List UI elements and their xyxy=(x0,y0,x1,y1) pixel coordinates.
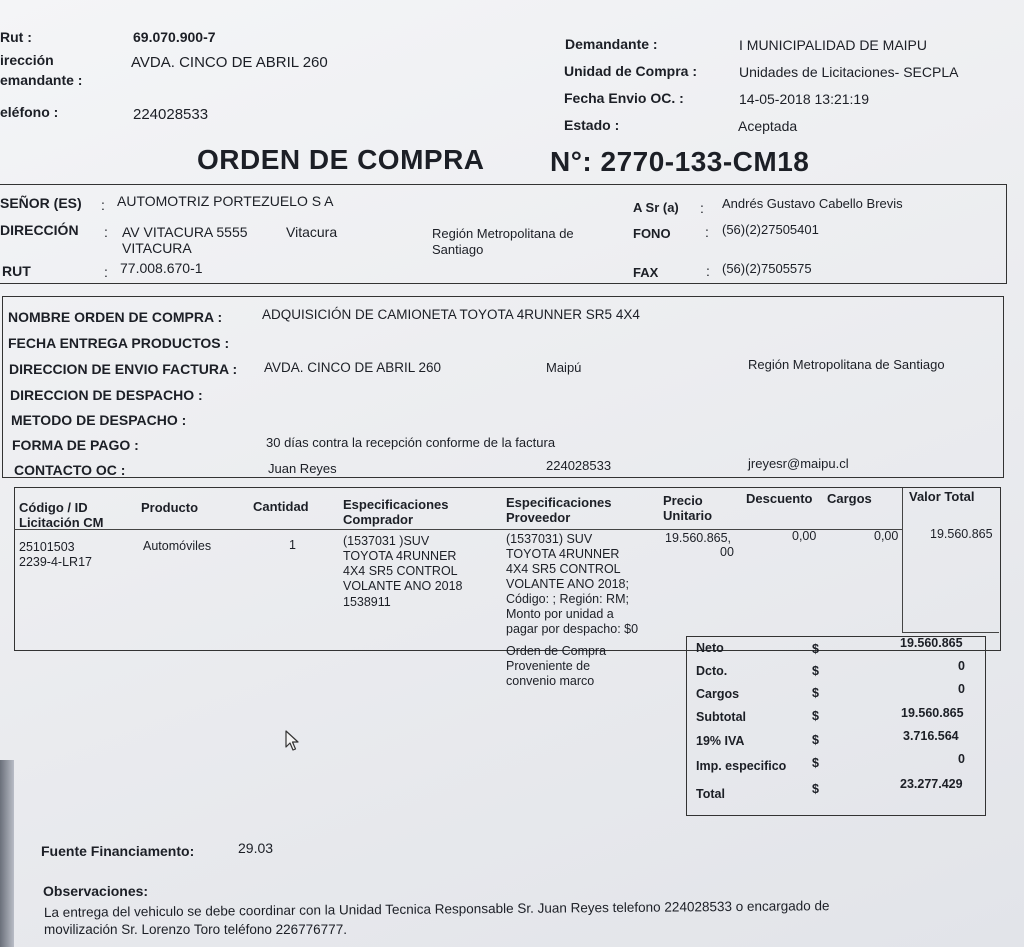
total-label-subtotal: Subtotal xyxy=(696,710,746,724)
valor-total-divider xyxy=(902,488,903,632)
row-esp-comprador-2: 4X4 SR5 CONTROL xyxy=(343,564,458,578)
total-currency-subtotal: $ xyxy=(812,709,819,723)
telefono-label: eléfono : xyxy=(0,104,59,120)
dir-despacho-label: DIRECCION DE DESPACHO : xyxy=(10,387,203,403)
document-title: ORDEN DE COMPRA xyxy=(197,144,485,175)
senor-colon: : xyxy=(101,197,105,213)
th-esp-comprador-1: Especificaciones xyxy=(343,497,449,512)
th-codigo-1: Código / ID xyxy=(19,500,88,515)
contacto-label: CONTACTO OC : xyxy=(14,462,126,478)
row-esp-comprador-4: 1538911 xyxy=(343,595,391,609)
dir-factura-comuna: Maipú xyxy=(546,360,582,375)
telefono-value: 224028533 xyxy=(133,106,209,123)
demandante-value: I MUNICIPALIDAD DE MAIPU xyxy=(739,37,927,53)
total-label-imp-especifico: Imp. especifico xyxy=(696,759,787,773)
senor-value: AUTOMOTRIZ PORTEZUELO S A xyxy=(117,193,334,209)
asr-label: A Sr (a) xyxy=(633,200,679,215)
total-currency-total: $ xyxy=(812,782,819,796)
th-cantidad: Cantidad xyxy=(253,499,309,514)
observaciones-label: Observaciones: xyxy=(43,883,149,899)
row-esp-proveedor-3: VOLANTE ANO 2018; xyxy=(506,577,629,591)
order-number: N°: 2770-133-CM18 xyxy=(550,146,810,177)
th-precio-2: Unitario xyxy=(663,508,713,523)
fono-colon: : xyxy=(705,224,709,240)
nombre-oc-label: NOMBRE ORDEN DE COMPRA : xyxy=(8,309,223,325)
contacto-phone: 224028533 xyxy=(546,458,612,473)
fono-label: FONO xyxy=(633,226,671,241)
total-value-imp-especifico: 0 xyxy=(958,752,965,766)
convenio-note-0: Orden de Compra xyxy=(506,644,607,658)
direccion-label-cont: emandante : xyxy=(0,72,83,88)
dir-factura-region: Región Metropolitana de Santiago xyxy=(748,357,945,372)
row-esp-proveedor-6: pagar por despacho: $0 xyxy=(506,622,639,636)
senor-label: SEÑOR (ES) xyxy=(0,195,82,211)
total-label-cargos: Cargos xyxy=(696,687,740,701)
th-cargos: Cargos xyxy=(827,491,872,506)
fuente-label: Fuente Financiamento: xyxy=(41,843,195,859)
forma-pago-label: FORMA DE PAGO : xyxy=(12,437,139,453)
fono-value: (56)(2)27505401 xyxy=(722,222,819,237)
total-currency-neto: $ xyxy=(812,642,819,656)
total-label-iva: 19% IVA xyxy=(696,734,745,748)
direccion-value: AVDA. CINCO DE ABRIL 260 xyxy=(131,54,328,71)
dir-factura-label: DIRECCION DE ENVIO FACTURA : xyxy=(9,361,238,377)
metodo-despacho-label: METODO DE DESPACHO : xyxy=(11,412,187,428)
fax-colon: : xyxy=(706,263,710,279)
total-currency-imp-especifico: $ xyxy=(812,756,819,770)
supplier-direccion-line2: VITACURA xyxy=(122,240,192,256)
th-precio-1: Precio xyxy=(663,493,703,508)
total-value-dcto: 0 xyxy=(958,659,965,673)
supplier-region-1: Región Metropolitana de xyxy=(432,226,574,241)
supplier-direccion-line1: AV VITACURA 5555 xyxy=(122,224,248,240)
row-esp-proveedor-2: 4X4 SR5 CONTROL xyxy=(506,562,621,576)
th-esp-proveedor-2: Proveedor xyxy=(506,510,571,525)
row-esp-comprador-0: (1537031 )SUV xyxy=(343,534,430,548)
th-esp-proveedor-1: Especificaciones xyxy=(506,495,612,510)
row-precio-2: 00 xyxy=(720,545,734,559)
supplier-rut-colon: : xyxy=(104,264,108,280)
direccion-label: irección xyxy=(0,52,54,68)
observaciones-line-1: La entrega del vehiculo se debe coordinar con la Unidad Tecnica Responsable Sr. Juan Reyes telefono 224028533 o encargado de xyxy=(43,898,830,920)
th-codigo-2: Licitación CM xyxy=(19,515,104,530)
total-value-subtotal: 19.560.865 xyxy=(901,706,964,720)
items-header-divider xyxy=(14,529,902,530)
mouse-pointer-icon xyxy=(285,730,301,757)
total-value-neto: 19.560.865 xyxy=(900,636,963,650)
monitor-bezel xyxy=(0,760,14,947)
row-esp-proveedor-5: Monto por unidad a xyxy=(506,607,614,621)
asr-value: Andrés Gustavo Cabello Brevis xyxy=(722,196,903,211)
supplier-rut-value: 77.008.670-1 xyxy=(120,260,203,276)
observaciones-line-2: movilización Sr. Lorenzo Toro teléfono 226776777. xyxy=(44,922,347,937)
row-esp-proveedor-1: TOYOTA 4RUNNER xyxy=(506,547,620,561)
total-label-total: Total xyxy=(696,787,725,801)
row-esp-comprador-3: VOLANTE ANO 2018 xyxy=(343,579,463,593)
contacto-email: jreyesr@maipu.cl xyxy=(748,456,849,471)
row-codigo-1: 25101503 xyxy=(19,540,75,554)
contacto-name: Juan Reyes xyxy=(268,461,337,476)
row-esp-proveedor-4: Código: ; Región: RM; xyxy=(506,592,629,606)
row-esp-comprador-1: TOYOTA 4RUNNER xyxy=(343,549,457,563)
asr-colon: : xyxy=(700,200,704,216)
nombre-oc-value: ADQUISICIÓN DE CAMIONETA TOYOTA 4RUNNER SR5 4X4 xyxy=(262,307,640,322)
row-precio-1: 19.560.865, xyxy=(665,531,732,545)
unidad-label: Unidad de Compra : xyxy=(564,63,698,79)
th-esp-comprador-2: Comprador xyxy=(343,512,414,527)
fax-value: (56)(2)7505575 xyxy=(722,261,812,276)
row-codigo-2: 2239-4-LR17 xyxy=(19,555,92,569)
total-label-dcto: Dcto. xyxy=(696,664,728,678)
unidad-value: Unidades de Licitaciones- SECPLA xyxy=(739,64,959,80)
row-producto: Automóviles xyxy=(143,539,212,553)
total-currency-dcto: $ xyxy=(812,664,819,678)
row-cantidad: 1 xyxy=(289,538,296,552)
rut-label: Rut : xyxy=(0,29,32,45)
estado-label: Estado : xyxy=(564,117,620,133)
total-label-neto: Neto xyxy=(696,641,724,655)
total-value-total: 23.277.429 xyxy=(900,777,963,791)
valor-total-bottom xyxy=(902,632,999,633)
th-producto: Producto xyxy=(141,500,199,515)
row-cargos: 0,00 xyxy=(874,529,899,543)
supplier-rut-label: RUT xyxy=(2,263,31,279)
total-currency-iva: $ xyxy=(812,733,819,747)
supplier-direccion-colon: : xyxy=(104,224,108,240)
fecha-entrega-label: FECHA ENTREGA PRODUCTOS : xyxy=(8,335,230,351)
convenio-note-1: Proveniente de xyxy=(506,659,591,673)
total-value-cargos: 0 xyxy=(958,682,965,696)
fecha-envio-label: Fecha Envio OC. : xyxy=(564,90,684,106)
fecha-envio-value: 14-05-2018 13:21:19 xyxy=(739,91,869,107)
convenio-note-2: convenio marco xyxy=(506,674,595,688)
row-valor-total: 19.560.865 xyxy=(930,527,993,541)
row-descuento: 0,00 xyxy=(792,529,817,543)
supplier-region-2: Santiago xyxy=(432,242,484,257)
th-valor-total: Valor Total xyxy=(909,489,975,504)
forma-pago-value: 30 días contra la recepción conforme de la factura xyxy=(266,435,556,450)
supplier-direccion-label: DIRECCIÓN xyxy=(0,222,79,238)
fax-label: FAX xyxy=(633,265,659,280)
row-esp-proveedor-0: (1537031) SUV xyxy=(506,532,593,546)
fuente-value: 29.03 xyxy=(238,840,274,856)
total-currency-cargos: $ xyxy=(812,686,819,700)
estado-value: Aceptada xyxy=(738,118,798,134)
supplier-comuna: Vitacura xyxy=(286,224,338,240)
demandante-label: Demandante : xyxy=(565,36,658,52)
th-descuento: Descuento xyxy=(746,491,813,506)
rut-value: 69.070.900-7 xyxy=(133,29,216,45)
total-value-iva: 3.716.564 xyxy=(903,729,959,743)
dir-factura-value: AVDA. CINCO DE ABRIL 260 xyxy=(264,360,442,375)
